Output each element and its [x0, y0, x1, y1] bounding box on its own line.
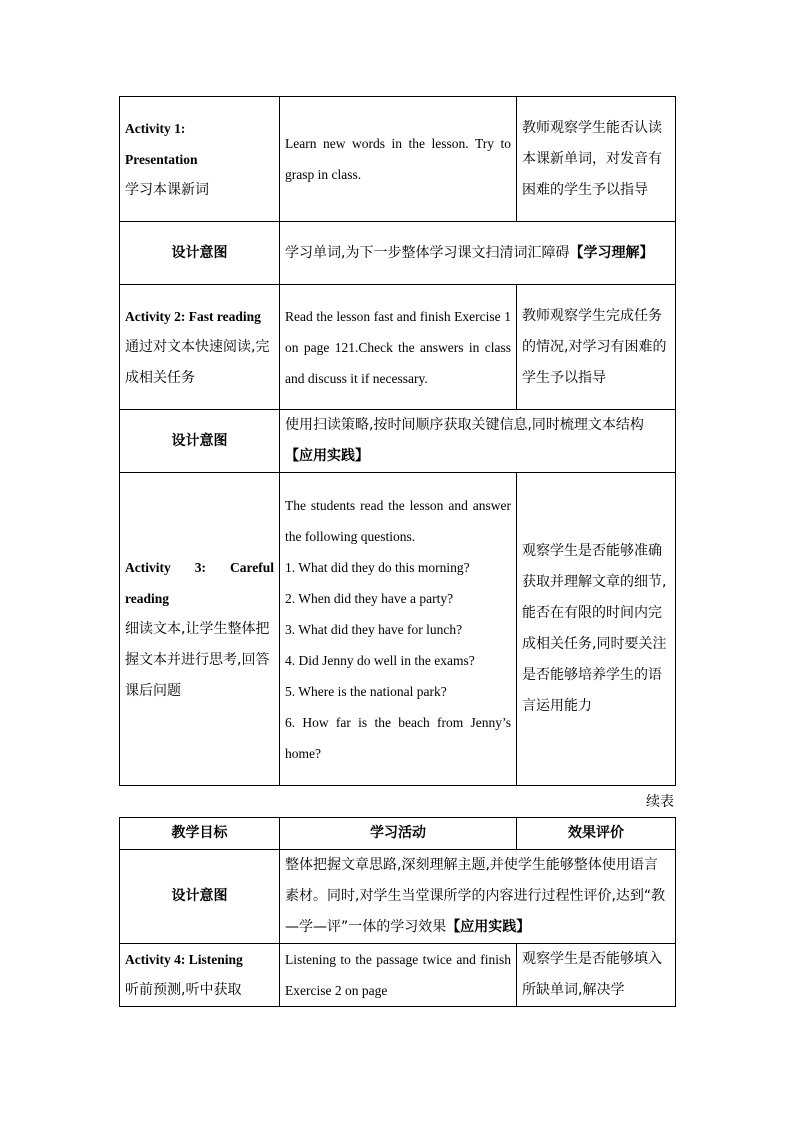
activity-desc: 通过对文本快速阅读,完成相关任务: [125, 338, 270, 386]
activity-desc: 细读文本,让学生整体把握文本并进行思考,回答课后问题: [125, 620, 270, 699]
question-item: 4. Did Jenny do well in the exams?: [285, 652, 475, 668]
question-item: 1. What did they do this morning?: [285, 559, 470, 575]
learning-activity-cell: Learn new words in the lesson. Try to grasp in class.: [280, 97, 517, 222]
design-intent-label: 设计意图: [120, 222, 280, 285]
activity-title: Activity 4: Listening: [125, 952, 243, 967]
design-intent-body: 学习单词,为下一步整体学习课文扫清词汇障碍: [285, 244, 570, 261]
design-intent-label: 设计意图: [120, 850, 280, 944]
design-intent-text: [280, 222, 676, 285]
table-row: [120, 97, 676, 222]
evaluation-cell: 观察学生是否能够填入所缺单词,解决学: [517, 944, 676, 1007]
table-row: [120, 410, 676, 473]
activity-cell: [120, 285, 280, 410]
question-item: 2. When did they have a party?: [285, 590, 454, 606]
question-item: 5. Where is the national park?: [285, 683, 447, 699]
evaluation-cell: 观察学生是否能够准确获取并理解文章的细节,能否在有限的时间内完成相关任务,同时要关注是否能够培养学生的语言运用能力: [517, 473, 676, 786]
activity-title: Presentation: [125, 151, 198, 167]
question-item: 6. How far is the beach from Jenny’s home?: [285, 714, 511, 761]
activity-desc: 听前预测,听中获取: [125, 982, 242, 998]
question-item: 3. What did they have for lunch?: [285, 621, 463, 637]
evaluation-cell: 教师观察学生完成任务的情况,对学习有困难的学生予以指导: [517, 285, 676, 410]
table-header-row: [120, 818, 676, 850]
design-intent-tag: 【应用实践】: [446, 919, 531, 935]
design-intent-text: [280, 850, 676, 944]
activity-title: Activity 3: Careful reading: [125, 559, 274, 606]
header-goal: 教学目标: [120, 818, 280, 850]
design-intent-tag: 【应用实践】: [285, 448, 369, 464]
table-row: [120, 850, 676, 944]
header-activity: 学习活动: [280, 818, 517, 850]
lesson-plan-table: [119, 96, 676, 786]
table-row: [120, 222, 676, 285]
activity-cell: [120, 944, 280, 1007]
learning-activity-cell: Listening to the passage twice and finish Exercise 2 on page: [280, 944, 517, 1007]
design-intent-text: [280, 410, 676, 473]
activity-cell: [120, 97, 280, 222]
table-row: [120, 944, 676, 1007]
evaluation-cell: 教师观察学生能否认读本课新单词，对发音有困难的学生予以指导: [517, 97, 676, 222]
header-evaluation: 效果评价: [517, 818, 676, 850]
continued-label: 续表: [646, 794, 674, 810]
table-row: [120, 473, 676, 786]
activity-cell: [120, 473, 280, 786]
learning-activity-cell: [280, 473, 517, 786]
activity-desc: 学习本课新词: [125, 181, 209, 198]
design-intent-body: 使用扫读策略,按时间顺序获取关键信息,同时梳理文本结构: [285, 417, 644, 433]
design-intent-label: 设计意图: [120, 410, 280, 473]
activity-title: Activity 1:: [125, 120, 186, 136]
table-row: [120, 285, 676, 410]
lesson-plan-table-continued: [119, 817, 676, 1007]
question-intro: The students read the lesson and answer the following questions.: [285, 497, 511, 544]
activity-title: Activity 2: Fast reading: [125, 308, 261, 324]
learning-activity-cell: Read the lesson fast and finish Exercise 1 on page 121.Check the answers in class and discuss it if necessary.: [280, 285, 517, 410]
design-intent-tag: 【学习理解】: [569, 244, 654, 261]
design-intent-body: 整体把握文章思路,深刻理解主题,并使学生能够整体使用语言素材。同时,对学生当堂课所学的内容进行过程性评价,达到“教—学—评”一体的学习效果: [285, 857, 666, 935]
